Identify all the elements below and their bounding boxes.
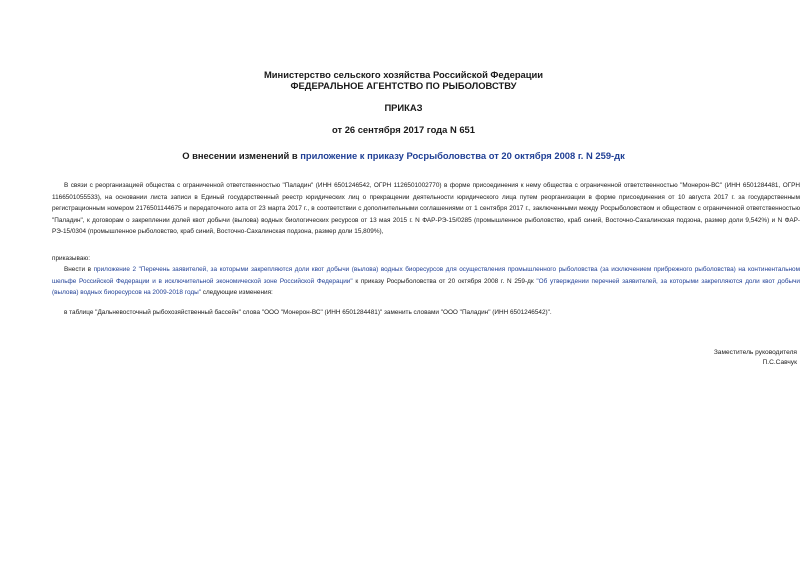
- appendix-link[interactable]: приложение 2 "Перечень заявителей, за которыми закрепляются доли квот добычи (вылова) водных биоресурсов для осуществления промышленного рыболовства (за исключением прибрежного рыболовства) на континентальном шельфе Российской Федерации и в исключительной экономической зоне Российской Федерации": [52, 266, 800, 285]
- document-title: [0, 150, 807, 161]
- agency-name: ФЕДЕРАЛЬНОЕ АГЕНТСТВО ПО РЫБОЛОВСТВУ: [290, 80, 517, 91]
- ministry-name: Министерство сельского хозяйства Российской Федерации: [263, 69, 544, 80]
- amendment-paragraph: [52, 264, 800, 299]
- amendment-end: следующие изменения:: [200, 289, 273, 296]
- order-word: приказываю:: [52, 255, 90, 262]
- document-date-number: от 26 сентября 2017 года N 651: [332, 124, 475, 135]
- document-type: ПРИКАЗ: [384, 102, 423, 113]
- order-title-link[interactable]: "Об утверждении перечней заявителей, за которыми закрепляются доли квот добычи (вылова) водных биоресурсов на 2009-2018 годы": [52, 277, 800, 296]
- signatory-position: Заместитель руководителя: [713, 349, 797, 356]
- amendment-start: Внести в: [64, 266, 94, 273]
- title-link[interactable]: приложение к приказу Росрыболовства от 20 октября 2008 г. N 259-дк: [300, 150, 625, 161]
- signatory-name: П.С.Савчук: [762, 359, 797, 366]
- title-prefix: О внесении изменений в: [182, 150, 301, 161]
- amendment-mid: к приказу Росрыболовства от 20 октября 2008 г. N 259-дк: [352, 277, 537, 285]
- change-paragraph: в таблице "Дальневосточный рыбохозяйственный бассейн" слова "ООО "Монерон-ВС" (ИНН 6501284481)" заменить словами "ООО "Паладин" (ИНН 6501246542)".: [64, 309, 552, 316]
- preamble-paragraph: В связи с реорганизацией общества с ограниченной ответственностью "Паладин" (ИНН 6501246542, ОГРН 1126501002770) в форме присоединения к нему общества с ограниченной ответственностью "Монерон-ВС" (ИНН 6501284481, ОГРН 1166501055533), на основании листа записи в Единый государственный реестр юридических лиц о прекращении деятельности юридического лица путем реорганизации в форме присоединения от 10 августа 2017 г. за государственным регистрационным номером 2176501144675 и передаточного акта от 23 марта 2017 г., в соответствии с дополнительными соглашениями от 1 сентября 2017 г., заключенными между Росрыболовством и обществом с ограниченной ответственностью "Паладин", к договорам о закреплении долей квот добычи (вылова) водных биологических ресурсов от 13 мая 2015 г. N ФАР-РЭ-15/0285 (промышленное рыболовство, краб синий, Восточно-Сахалинская подзона, размер доли 9,542%) и N ФАР-РЭ-15/0304 (промышленное рыболовство, краб синий, Восточно-Сахалинская подзона, размер доли 15,809%),: [52, 182, 800, 235]
